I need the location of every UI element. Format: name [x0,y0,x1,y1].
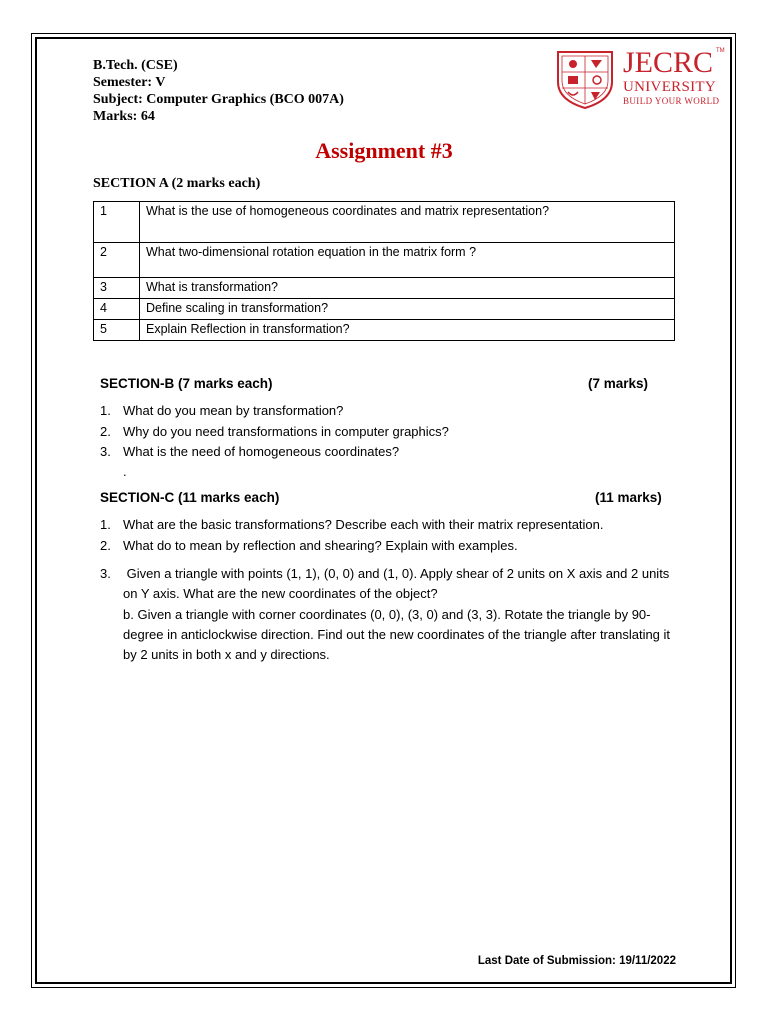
question-number: 1 [94,202,140,243]
question-number: 3 [94,278,140,299]
item-text-part-b: b. Given a triangle with corner coordinates (0, 0), (3, 0) and (3, 3). Rotate the triangle by 90-degree in anticlockwise direction. Find out the new coordinates of the triangle after translating it by 2 units in both x and y directions. [123,606,671,663]
logo-name: JECRC [623,46,714,79]
table-row [94,299,675,320]
table-row [94,320,675,341]
item-text: What do to mean by reflection and shearing? Explain with examples. [123,537,518,553]
list-item [100,401,449,422]
question-number: 4 [94,299,140,320]
semester-label: Semester: V [93,75,166,90]
section-a-table [93,201,675,341]
document-header [93,57,344,125]
section-b-list [100,401,449,463]
section-c-list [100,515,604,556]
question-number: 5 [94,320,140,341]
question-text: What is the use of homogeneous coordinates and matrix representation? [140,202,675,243]
subject-label: Subject: Computer Graphics (BCO 007A) [93,92,344,107]
item-text: What are the basic transformations? Describe each with their matrix representation. [123,517,604,532]
item-number: 1. [100,517,111,532]
program-label: B.Tech. (CSE) [93,58,178,73]
item-text: What is the need of homogeneous coordinates? [123,444,400,459]
university-logo [554,48,724,110]
assignment-title: Assignment #3 [315,138,453,163]
logo-tagline: BUILD YOUR WORLD [623,96,720,106]
list-item [100,536,604,557]
section-a-heading: SECTION A (2 marks each) [93,176,261,191]
item-text: Why do you need transformations in computer graphics? [123,423,449,439]
table-row [94,243,675,278]
emblem-icon [554,48,616,110]
trailing-dot: . [123,464,127,479]
list-item [100,422,449,443]
submission-deadline: Last Date of Submission: 19/11/2022 [477,955,676,967]
logo-trademark: TM [716,48,725,54]
question-text: Define scaling in transformation? [140,299,675,320]
table-row [94,278,675,299]
item-number: 3. [100,444,111,459]
question-number: 2 [94,243,140,278]
section-c-item-3 [100,564,675,665]
table-row [94,202,675,243]
item-number: 3. [100,566,111,581]
marks-label: Marks: 64 [93,109,155,124]
list-item [100,442,449,463]
question-text: What two-dimensional rotation equation in the matrix form ? [140,243,675,278]
item-text: What do you mean by transformation? [123,403,344,418]
section-c-heading: SECTION-C (11 marks each) [100,490,280,505]
section-b-heading: SECTION-B (7 marks each) [100,376,273,391]
item-number: 1. [100,403,111,418]
item-number: 2. [100,423,111,439]
item-number: 2. [100,537,111,553]
section-b-marks: (7 marks) [588,376,649,391]
list-item [100,515,604,536]
item-text-part-a: Given a triangle with points (1, 1), (0, 0) and (1, 0). Apply shear of 2 units on X axis and 2 units on Y axis. What are the new coordinates of the object? [123,566,673,602]
section-c-marks: (11 marks) [595,490,662,505]
logo-university: UNIVERSITY [623,79,716,95]
question-text: What is transformation? [140,278,675,299]
question-text: Explain Reflection in transformation? [140,320,675,341]
